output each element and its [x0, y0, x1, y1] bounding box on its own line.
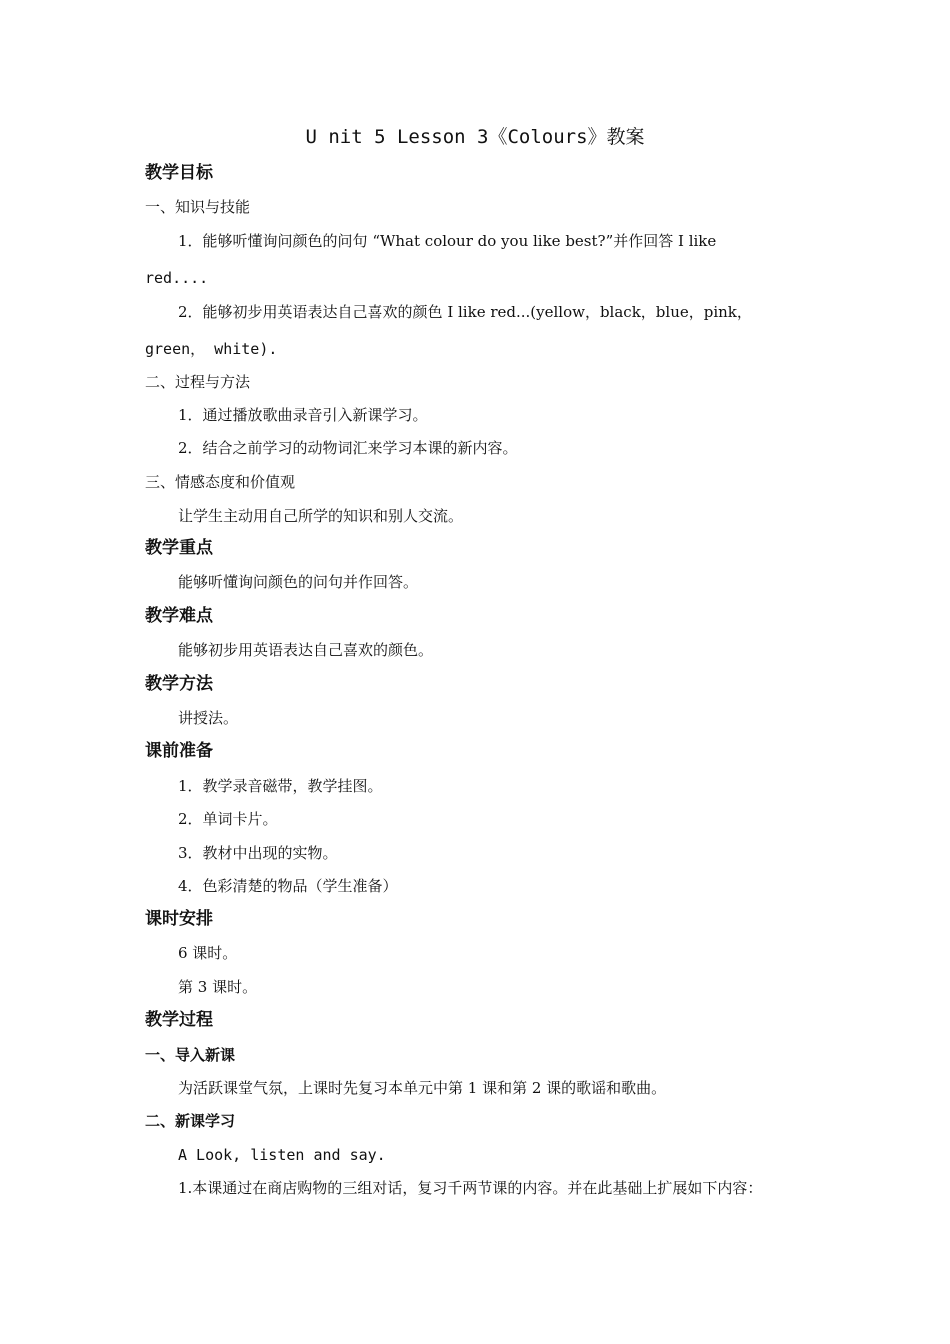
- methods-text: 讲授法。: [178, 709, 239, 727]
- emotion-text: 让学生主动用自己所学的知识和别人交流。: [178, 507, 464, 525]
- intro-text: 为活跃课堂气氛，上课时先复习本单元中第 1 课和第 2 课的歌谣和歌曲。: [178, 1079, 667, 1097]
- heading-key-points: 教学重点: [145, 538, 213, 558]
- heading-schedule: 课时安排: [145, 909, 213, 929]
- heading-methods: 教学方法: [145, 674, 213, 694]
- subheading-process: 二、过程与方法: [145, 373, 251, 391]
- objective-item-2-line-1: 2．能够初步用英语表达自己喜欢的颜色 I like red...(yellow，black，blue，pink，: [178, 303, 752, 321]
- new-lesson-line-2: 1.本课通过在商店购物的三组对话，复习千两节课的内容。并在此基础上扩展如下内容：: [178, 1179, 763, 1197]
- subheading-intro: 一、导入新课: [145, 1046, 236, 1064]
- subheading-new-lesson: 二、新课学习: [145, 1112, 236, 1130]
- preparation-item: 4．色彩清楚的物品（学生准备）: [178, 877, 398, 895]
- preparation-item: 1．教学录音磁带，教学挂图。: [178, 777, 383, 795]
- key-points-text: 能够听懂询问颜色的问句并作回答。: [178, 573, 419, 591]
- new-lesson-line-1: A Look, listen and say.: [178, 1146, 386, 1164]
- heading-teaching-process: 教学过程: [145, 1010, 213, 1030]
- process-item-1: 1．通过播放歌曲录音引入新课学习。: [178, 406, 428, 424]
- objective-item-2-line-2: green， white).: [145, 340, 278, 358]
- schedule-line-1: 6 课时。: [178, 944, 238, 962]
- heading-objectives: 教学目标: [145, 163, 213, 183]
- preparation-item: 3．教材中出现的实物。: [178, 844, 338, 862]
- process-item-2: 2．结合之前学习的动物词汇来学习本课的新内容。: [178, 439, 518, 457]
- objective-item-1-line-1: 1．能够听懂询问颜色的问句 “What colour do you like best?”并作回答 I like: [178, 232, 717, 250]
- subheading-knowledge: 一、知识与技能: [145, 198, 251, 216]
- objective-item-1-line-2: red....: [145, 269, 209, 287]
- schedule-line-2: 第 3 课时。: [178, 978, 258, 996]
- heading-preparation: 课前准备: [145, 741, 213, 761]
- preparation-item: 2．单词卡片。: [178, 810, 278, 828]
- difficulties-text: 能够初步用英语表达自己喜欢的颜色。: [178, 641, 434, 659]
- heading-difficulties: 教学难点: [145, 606, 213, 626]
- document-title: U nit 5 Lesson 3《Colours》教案: [305, 126, 645, 148]
- subheading-emotion: 三、情感态度和价值观: [145, 473, 296, 491]
